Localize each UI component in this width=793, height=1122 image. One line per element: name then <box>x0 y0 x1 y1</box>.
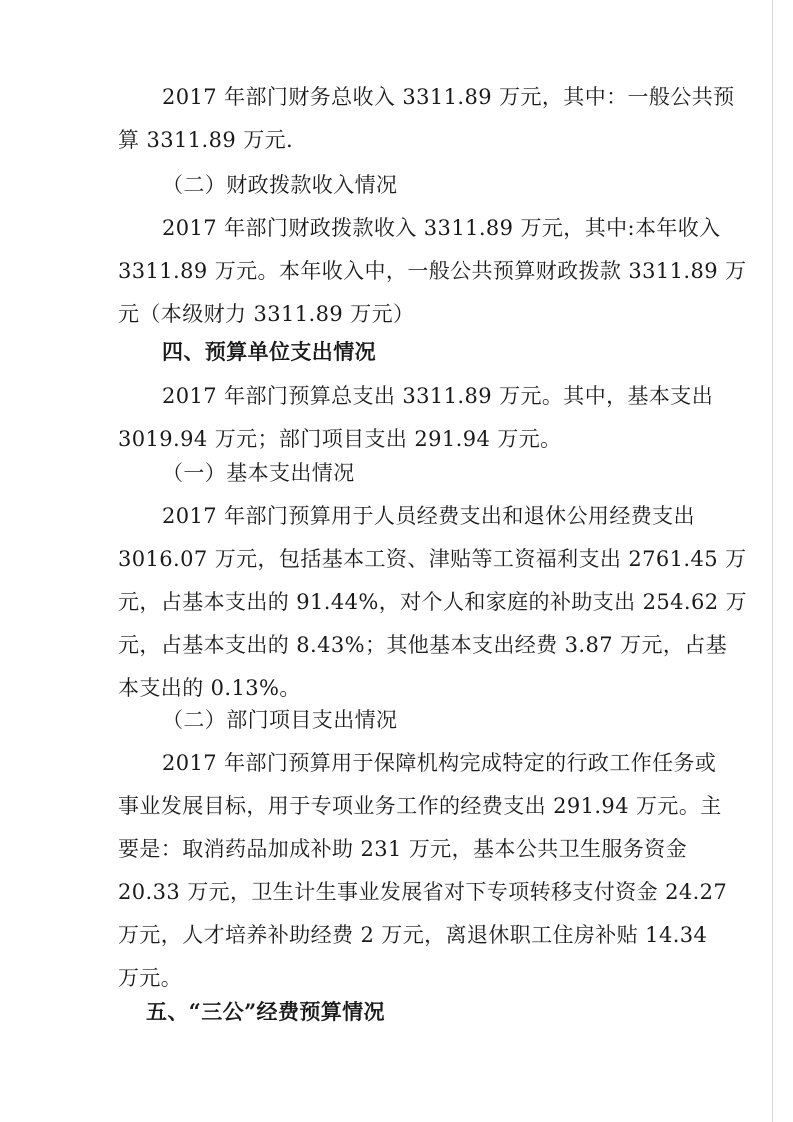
paragraph-basic-expenditure <box>118 495 747 710</box>
text-line: 2017 年部门预算用于人员经费支出和退休公用经费支出 <box>162 504 695 528</box>
text-line: 万元。 <box>118 966 183 990</box>
subheading-basic-expenditure <box>118 452 690 495</box>
text-line: 万元，人才培养补助经费 2 万元，离退休职工住房补贴 14.34 <box>118 923 708 947</box>
text-line: 事业发展目标，用于专项业务工作的经费支出 291.94 万元。主 <box>118 794 722 818</box>
page-edge-divider <box>772 0 773 1122</box>
heading-text: 四、预算单位支出情况 <box>162 339 376 364</box>
subheading-text: （二）部门项目支出情况 <box>162 708 398 732</box>
paragraph-total-income <box>118 76 735 162</box>
text-line: 本支出的 0.13%。 <box>118 676 301 700</box>
subheading-project-expenditure <box>118 699 690 742</box>
subheading-fiscal-appropriation <box>118 164 690 207</box>
text-line: 20.33 万元，卫生计生事业发展省对下专项转移支付资金 24.27 <box>118 880 728 904</box>
subheading-text: （一）基本支出情况 <box>162 461 355 485</box>
text-line: 元（本级财力 3311.89 万元） <box>118 302 415 326</box>
text-line: 3019.94 万元；部门项目支出 291.94 万元。 <box>118 427 562 451</box>
paragraph-project-expenditure <box>118 742 728 1000</box>
text-line: 3016.07 万元，包括基本工资、津贴等工资福利支出 2761.45 万 <box>118 547 747 571</box>
heading-section-four <box>118 330 690 373</box>
text-line: 算 3311.89 万元. <box>118 128 294 152</box>
text-line: 2017 年部门预算用于保障机构完成特定的行政工作任务或 <box>162 751 717 775</box>
text-line: 要是：取消药品加成补助 231 万元，基本公共卫生服务资金 <box>118 837 688 861</box>
text-line: 2017 年部门预算总支出 3311.89 万元。其中，基本支出 <box>162 384 714 408</box>
text-line: 2017 年部门财政拨款收入 3311.89 万元，其中:本年收入 <box>162 216 721 240</box>
text-line: 2017 年部门财务总收入 3311.89 万元，其中：一般公共预 <box>162 85 735 109</box>
paragraph-fiscal-appropriation <box>118 207 747 336</box>
heading-section-five <box>118 990 690 1033</box>
subheading-text: （二）财政拨款收入情况 <box>162 173 398 197</box>
heading-text: 五、“三公”经费预算情况 <box>146 999 385 1024</box>
text-line: 3311.89 万元。本年收入中，一般公共预算财政拨款 3311.89 万 <box>118 259 747 283</box>
paragraph-total-expenditure <box>118 375 714 461</box>
text-line: 元，占基本支出的 91.44%，对个人和家庭的补助支出 254.62 万 <box>118 590 747 614</box>
text-line: 元，占基本支出的 8.43%；其他基本支出经费 3.87 万元，占基 <box>118 633 728 657</box>
